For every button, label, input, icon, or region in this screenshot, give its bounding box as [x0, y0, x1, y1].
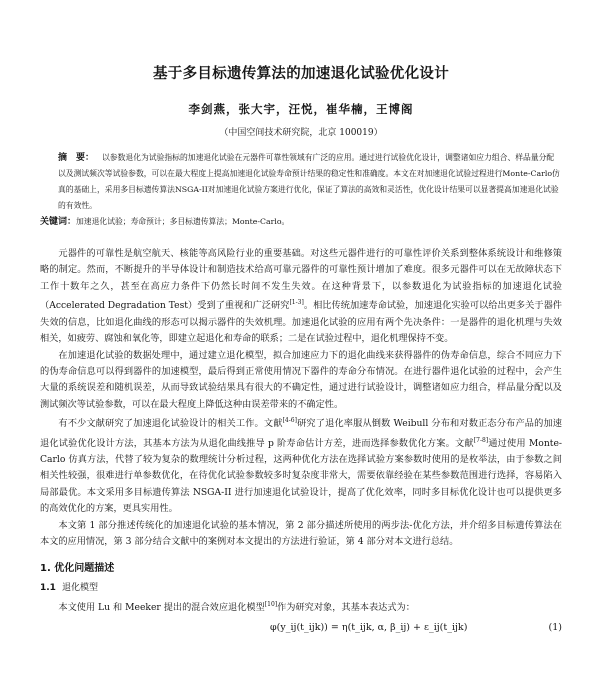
keywords: [40, 214, 562, 230]
para-text: 在加速退化试验的数据处理中，通过建立退化模型，拟合加速应力下的退化曲线来获得器件的伪寿命信息，综合不同应力下的伪寿命信息可以得到器件的加速模型，最后得到正常使用情况下器件的寿命分布情况。在进行器件退化试验的过程中，会产生大量的系统误差和随机误差，从而导致试验结果具有很大的不确定性，通过进行试验设计，调整诸如应力组合，样品量分配以及测试频次等试验参数，可以在最大程度上降低这种由误差带来的不确定性。: [40, 349, 562, 410]
para-text: 元器件的可靠性是航空航天、核能等高风险行业的重要基础。对这些元器件进行的可靠性评价关系到整体系统设计和维修策略的制定。然而，不断提升的半导体设计和制造技术给高可靠元器件的可靠性预计增加了难度。很多元器件可以在无故障状态下工作十数年之久，甚至在高应力条件下仍然长时间不发生失效。在这种背景下，以参数退化为试验指标的加速退化试验（Accelerated Degradation Test）受到了重视和广泛研究: [40, 248, 562, 312]
keywords-label: 关键词：: [40, 217, 77, 227]
section-heading-1: 1. 优化问题描述: [40, 562, 115, 574]
intro-paragraph-3: [40, 413, 562, 518]
equation-number: (1): [548, 621, 562, 633]
equation-1: [40, 620, 562, 640]
intro-paragraph-4: [40, 518, 562, 551]
intro-paragraph-1: [40, 246, 562, 348]
citation: [1-3]: [289, 299, 304, 307]
para-text: 有不少文献研究了加速退化试验设计的相关工作。文献: [58, 418, 283, 430]
model-paragraph: [40, 597, 562, 616]
equation-expression: φ(y_ij(t_ijk)) = η(t_ijk, α, β_ij) + ε_ij(t_ijk): [270, 621, 468, 633]
intro-paragraph-2: [40, 348, 562, 414]
para-text: 研究了退化率服从倒数 Weibull 分布和对数正态分布产品的加速退化试验优化设计方法，其基本方法为从退化曲线推导 p 阶寿命估计方差，进而选择参数优化方案。文献: [40, 418, 562, 449]
citation: [4-6]: [282, 417, 297, 425]
citation: [10]: [264, 600, 278, 608]
para-text: 。相比传统加速寿命试验，加速退化实验可以给出更多关于器件失效的信息，比如退化曲线的形态可以揭示器件的失效机理。加速退化试验的应用有两个先决条件：一是器件的退化机理与失效相关，如疲劳、腐蚀和氧化等，即建立起退化和寿命的联系；二是在试验过程中，退化机理保持不变。: [40, 300, 562, 345]
author-list: 李剑燕，张大宇，汪悦，崔华楠，王博阁: [188, 102, 414, 116]
citation: [7-8]: [473, 436, 489, 444]
subsection-heading-1-1: [40, 580, 562, 593]
abstract-text: 以参数退化为试验指标的加速退化试验在元器件可靠性领域有广泛的应用。通过进行试验优化设计，调整诸如应力组合、样品量分配以及测试频次等试验参数，可以在最大程度上提高加速退化试验寿命预计结果的稳定性和准确度。本文在对加速退化试验过程进行Monte-Carlo仿真的基础上，采用多目标遗传算法NSGA-II对加速退化试验方案进行优化，保证了算法的高效和灵活性，优化设计结果可以显著提高加速退化试验的有效性。: [58, 153, 560, 210]
para-text: 作为研究对象，其基本表达式为：: [277, 601, 415, 613]
affiliation: （中国空间技术研究院，北京 100019）: [219, 128, 383, 138]
abstract-label: 摘 要：: [58, 153, 95, 163]
paper-title: 基于多目标遗传算法的加速退化试验优化设计: [153, 66, 449, 82]
subsection-number: 1.1: [40, 582, 56, 593]
keywords-text: 加速退化试验；寿命预计；多目标遗传算法；Monte-Carlo。: [76, 217, 290, 226]
para-text: 通过使用 Monte-Carlo 仿真方法，代替了较为复杂的数理统计分析过程，这两种优化方法在选择试验方案参数时使用的是枚举法，由于参数之间相关性较强，很难进行单参数优化，在待优化试验参数较多时复杂度非常大，需要依靠经验在某些参数范围进行选择，容易陷入局部最优。本文采用多目标遗传算法 NSGA-II 进行加速退化试验设计，提高了优化效率，同时多目标优化设计也可以提供更多的高效优化的方案，更具实用性。: [40, 437, 562, 515]
para-text: 本文第 1 部分推述传统化的加速退化试验的基本情况，第 2 部分描述所使用的两步法-优化方法，并介绍多目标遗传算法在本文的应用情况，第 3 部分结合文献中的案例对本文提出的方法进行验证，第 4 部分对本文进行总结。: [40, 519, 562, 548]
para-text: 本文使用 Lu 和 Meeker 提出的混合效应退化模型: [58, 601, 265, 613]
abstract: [40, 150, 562, 214]
subsection-title: 退化模型: [61, 582, 98, 593]
